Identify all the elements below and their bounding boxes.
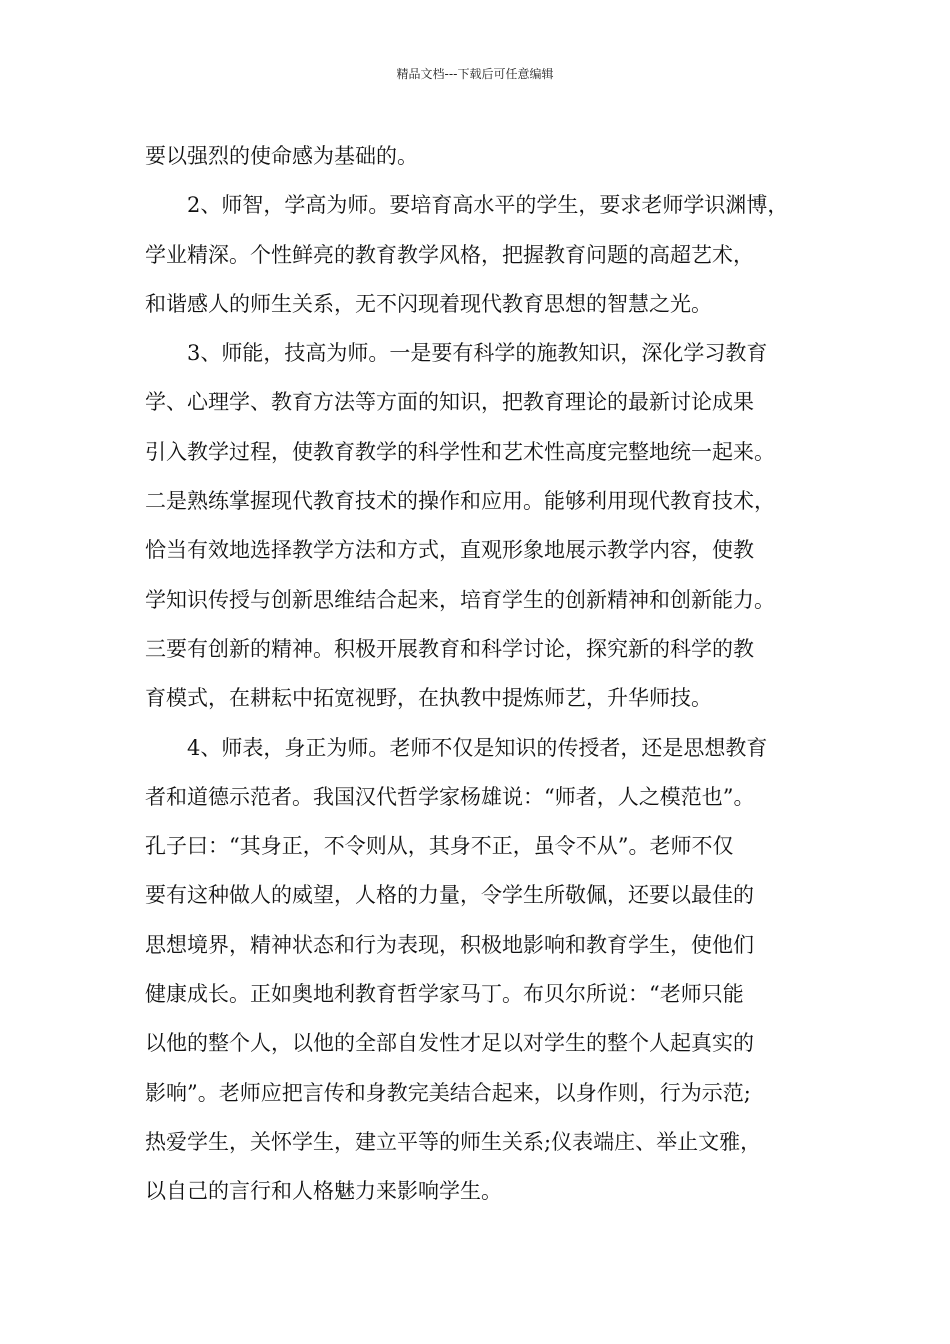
text-line: 学知识传授与创新思维结合起来，培育学生的创新精神和创新能力。 <box>145 587 775 612</box>
text-line: 要有这种做人的威望，人格的力量，令学生所敬佩，还要以最佳的 <box>145 883 754 908</box>
text-line: 引入教学过程，使教育教学的科学性和艺术性高度完整地统一起来。 <box>145 439 775 464</box>
text-line: 要以强烈的使命感为基础的。 <box>145 144 418 168</box>
text-line: 三要有创新的精神。积极开展教育和科学讨论，探究新的科学的教 <box>145 636 754 661</box>
text-line: 学、心理学、教育方法等方面的知识，把教育理论的最新讨论成果 <box>145 390 754 415</box>
document-body <box>145 132 825 1217</box>
text-line: 2、师智，学高为师。要培育高水平的学生，要求老师学识渊博， <box>187 193 789 218</box>
page-header: 精品文档---下载后可任意编辑 <box>396 67 554 81</box>
text-line: 影响”。老师应把言传和身教完美结合起来，以身作则，行为示范; <box>145 1080 751 1105</box>
text-line: 4、师表，身正为师。老师不仅是知识的传授者，还是思想教育 <box>187 735 768 760</box>
text-line: 健康成长。正如奥地利教育哲学家马丁。布贝尔所说：“老师只能 <box>145 982 744 1007</box>
text-line: 恰当有效地选择教学方法和方式，直观形象地展示教学内容，使教 <box>145 538 754 563</box>
text-line: 育模式，在耕耘中拓宽视野，在执教中提炼师艺，升华师技。 <box>145 686 712 711</box>
text-line: 和谐感人的师生关系，无不闪现着现代教育思想的智慧之光。 <box>145 291 712 316</box>
text-line: 以自己的言行和人格魅力来影响学生。 <box>145 1179 502 1204</box>
text-line: 学业精深。个性鲜亮的教育教学风格，把握教育问题的高超艺术， <box>145 242 754 267</box>
text-line: 3、师能，技高为师。一是要有科学的施教知识，深化学习教育 <box>187 341 768 366</box>
text-line: 思想境界，精神状态和行为表现，积极地影响和教育学生，使他们 <box>145 932 754 957</box>
text-line: 热爱学生，关怀学生，建立平等的师生关系;仪表端庄、举止文雅， <box>145 1129 762 1154</box>
text-line: 以他的整个人，以他的全部自发性才足以对学生的整个人起真实的 <box>145 1031 754 1056</box>
text-line: 孔子曰：“其身正，不令则从，其身不正，虽令不从”。老师不仅 <box>145 834 734 859</box>
text-line: 者和道德示范者。我国汉代哲学家杨雄说：“师者，人之模范也”。 <box>145 784 755 809</box>
text-line: 二是熟练掌握现代教育技术的操作和应用。能够利用现代教育技术， <box>145 489 775 514</box>
